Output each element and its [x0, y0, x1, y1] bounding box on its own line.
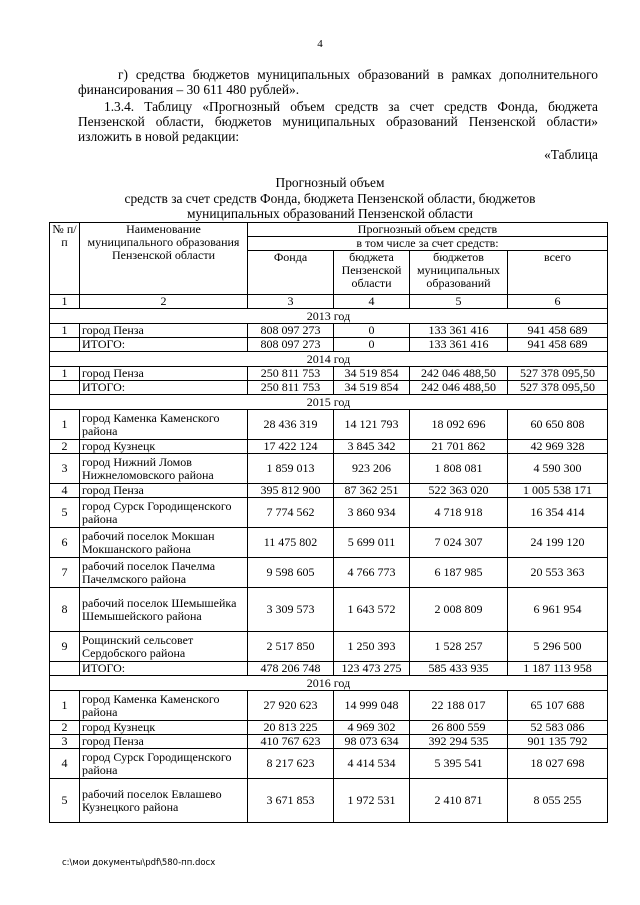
row-number: 4 — [50, 749, 80, 779]
total-amount: 941 458 689 — [508, 338, 608, 352]
fund-amount: 28 436 319 — [248, 410, 334, 440]
row-number: 2 — [50, 440, 80, 454]
col-number: 1 — [50, 295, 80, 309]
region-amount: 1 643 572 — [334, 588, 410, 632]
table-row — [50, 749, 608, 779]
fund-amount: 9 598 605 — [248, 558, 334, 588]
municipal-amount: 242 046 488,50 — [410, 367, 508, 381]
row-number — [50, 338, 80, 352]
total-amount: 941 458 689 — [508, 324, 608, 338]
row-number: 1 — [50, 691, 80, 721]
municipality-name: город Сурск Городищенского района — [80, 749, 248, 779]
year-label: 2014 год — [50, 352, 608, 367]
table-row — [50, 735, 608, 749]
region-amount: 14 999 048 — [334, 691, 410, 721]
fund-amount: 1 859 013 — [248, 454, 334, 484]
municipal-amount: 2 410 871 — [410, 779, 508, 823]
col-number: 4 — [334, 295, 410, 309]
row-number: 6 — [50, 528, 80, 558]
header-municipal: бюджетов муниципальных образований — [410, 251, 508, 295]
municipal-amount: 1 528 257 — [410, 632, 508, 662]
row-number: 1 — [50, 410, 80, 440]
region-amount: 123 473 275 — [334, 662, 410, 676]
year-row — [50, 676, 608, 691]
row-number: 8 — [50, 588, 80, 632]
total-amount: 1 005 538 171 — [508, 484, 608, 498]
col-number: 6 — [508, 295, 608, 309]
region-amount: 34 519 854 — [334, 381, 410, 395]
fund-amount: 808 097 273 — [248, 324, 334, 338]
total-amount: 52 583 086 — [508, 721, 608, 735]
municipal-amount: 133 361 416 — [410, 324, 508, 338]
row-number: 3 — [50, 735, 80, 749]
fund-amount: 3 309 573 — [248, 588, 334, 632]
table-row — [50, 721, 608, 735]
table-row — [50, 498, 608, 528]
municipality-name: рабочий поселок Мокшан Мокшанского района — [80, 528, 248, 558]
table-row — [50, 632, 608, 662]
region-amount: 923 206 — [334, 454, 410, 484]
file-path-footer: c:\мои документы\pdf\580-пп.docx — [62, 858, 216, 868]
municipality-name: рабочий поселок Евлашево Кузнецкого района — [80, 779, 248, 823]
year-label: 2013 год — [50, 309, 608, 324]
municipal-amount: 21 701 862 — [410, 440, 508, 454]
total-amount: 16 354 414 — [508, 498, 608, 528]
total-amount: 42 969 328 — [508, 440, 608, 454]
fund-amount: 410 767 623 — [248, 735, 334, 749]
total-amount: 24 199 120 — [508, 528, 608, 558]
total-amount: 20 553 363 — [508, 558, 608, 588]
municipal-amount: 2 008 809 — [410, 588, 508, 632]
municipality-name: ИТОГО: — [80, 662, 248, 676]
table-label: «Таблица — [544, 147, 598, 162]
row-number: 2 — [50, 721, 80, 735]
total-amount: 8 055 255 — [508, 779, 608, 823]
region-amount: 1 972 531 — [334, 779, 410, 823]
table-row — [50, 528, 608, 558]
municipal-amount: 133 361 416 — [410, 338, 508, 352]
total-amount: 527 378 095,50 — [508, 381, 608, 395]
region-amount: 87 362 251 — [334, 484, 410, 498]
region-amount: 5 699 011 — [334, 528, 410, 558]
table-row — [50, 324, 608, 338]
total-amount: 6 961 954 — [508, 588, 608, 632]
table-title — [60, 175, 600, 222]
table-row — [50, 558, 608, 588]
fund-amount: 7 774 562 — [248, 498, 334, 528]
municipality-name: город Пенза — [80, 484, 248, 498]
table-row — [50, 588, 608, 632]
municipality-name: город Пенза — [80, 324, 248, 338]
fund-amount: 3 671 853 — [248, 779, 334, 823]
header-name: Наименование муниципального образования Пензенской области — [80, 223, 248, 295]
municipality-name: город Каменка Каменского района — [80, 691, 248, 721]
header-total: всего — [508, 251, 608, 295]
total-amount: 60 650 808 — [508, 410, 608, 440]
row-number: 5 — [50, 498, 80, 528]
row-number: 1 — [50, 367, 80, 381]
total-amount: 18 027 698 — [508, 749, 608, 779]
row-number — [50, 381, 80, 395]
table-row — [50, 410, 608, 440]
col-number: 3 — [248, 295, 334, 309]
municipality-name: город Пенза — [80, 735, 248, 749]
total-row — [50, 662, 608, 676]
table-row — [50, 484, 608, 498]
fund-amount: 8 217 623 — [248, 749, 334, 779]
title-line: средств за счет средств Фонда, бюджета Пензенской области, бюджетов — [124, 190, 536, 206]
region-amount: 4 414 534 — [334, 749, 410, 779]
table-row — [50, 779, 608, 823]
total-amount: 5 296 500 — [508, 632, 608, 662]
municipal-amount: 242 046 488,50 — [410, 381, 508, 395]
fund-amount: 250 811 753 — [248, 367, 334, 381]
year-label: 2015 год — [50, 395, 608, 410]
region-amount: 14 121 793 — [334, 410, 410, 440]
fund-amount: 478 206 748 — [248, 662, 334, 676]
region-amount: 4 969 302 — [334, 721, 410, 735]
fund-amount: 808 097 273 — [248, 338, 334, 352]
municipal-amount: 4 718 918 — [410, 498, 508, 528]
municipal-amount: 585 433 935 — [410, 662, 508, 676]
region-amount: 3 845 342 — [334, 440, 410, 454]
municipal-amount: 22 188 017 — [410, 691, 508, 721]
municipality-name: город Нижний Ломов Нижнеломовского района — [80, 454, 248, 484]
municipality-name: город Сурск Городищенского района — [80, 498, 248, 528]
municipality-name: город Пенза — [80, 367, 248, 381]
total-amount: 65 107 688 — [508, 691, 608, 721]
total-amount: 1 187 113 958 — [508, 662, 608, 676]
row-number: 1 — [50, 324, 80, 338]
forecast-table — [49, 222, 608, 823]
table-row — [50, 454, 608, 484]
region-amount: 3 860 934 — [334, 498, 410, 528]
municipal-amount: 522 363 020 — [410, 484, 508, 498]
table-row — [50, 367, 608, 381]
municipal-amount: 6 187 985 — [410, 558, 508, 588]
fund-amount: 250 811 753 — [248, 381, 334, 395]
header-num: № п/п — [50, 223, 80, 295]
fund-amount: 395 812 900 — [248, 484, 334, 498]
paragraph-1-3-4: 1.3.4. Таблицу «Прогнозный объем средств за счет средств Фонда, бюджета Пензенской области, бюджетов муниципальных образований Пензенской области» изложить в новой редакции: — [78, 99, 598, 145]
region-amount: 0 — [334, 324, 410, 338]
page-number: 4 — [317, 38, 323, 50]
total-amount: 527 378 095,50 — [508, 367, 608, 381]
region-amount: 1 250 393 — [334, 632, 410, 662]
total-amount: 901 135 792 — [508, 735, 608, 749]
municipality-name: ИТОГО: — [80, 381, 248, 395]
municipal-amount: 26 800 559 — [410, 721, 508, 735]
row-number: 4 — [50, 484, 80, 498]
fund-amount: 20 813 225 — [248, 721, 334, 735]
row-number: 9 — [50, 632, 80, 662]
municipality-name: рабочий поселок Шемышейка Шемышейского района — [80, 588, 248, 632]
title-line: Прогнозный объем — [275, 175, 385, 190]
fund-amount: 11 475 802 — [248, 528, 334, 558]
municipal-amount: 1 808 081 — [410, 454, 508, 484]
col-number: 2 — [80, 295, 248, 309]
total-amount: 4 590 300 — [508, 454, 608, 484]
year-label: 2016 год — [50, 676, 608, 691]
fund-amount: 2 517 850 — [248, 632, 334, 662]
table-row — [50, 691, 608, 721]
region-amount: 34 519 854 — [334, 367, 410, 381]
region-amount: 0 — [334, 338, 410, 352]
header-including: в том числе за счет средств: — [248, 237, 608, 251]
year-row — [50, 395, 608, 410]
col-number: 5 — [410, 295, 508, 309]
municipality-name: рабочий поселок Пачелма Пачелмского района — [80, 558, 248, 588]
header-fund: Фонда — [248, 251, 334, 295]
row-number: 3 — [50, 454, 80, 484]
fund-amount: 27 920 623 — [248, 691, 334, 721]
municipality-name: город Кузнецк — [80, 721, 248, 735]
total-row — [50, 381, 608, 395]
year-row — [50, 309, 608, 324]
title-line: муниципальных образований Пензенской области — [187, 206, 473, 221]
table-row — [50, 440, 608, 454]
year-row — [50, 352, 608, 367]
municipal-amount: 7 024 307 — [410, 528, 508, 558]
row-number — [50, 662, 80, 676]
header-region: бюджета Пензенской области — [334, 251, 410, 295]
fund-amount: 17 422 124 — [248, 440, 334, 454]
municipality-name: город Каменка Каменского района — [80, 410, 248, 440]
header-forecast: Прогнозный объем средств — [248, 223, 608, 237]
municipality-name: ИТОГО: — [80, 338, 248, 352]
paragraph-g: г) средства бюджетов муниципальных образований в рамках дополнительного финансирования – 30 611 480 рублей». — [78, 67, 598, 98]
municipal-amount: 5 395 541 — [410, 749, 508, 779]
row-number: 5 — [50, 779, 80, 823]
region-amount: 4 766 773 — [334, 558, 410, 588]
municipality-name: город Кузнецк — [80, 440, 248, 454]
municipality-name: Рощинский сельсовет Сердобского района — [80, 632, 248, 662]
row-number: 7 — [50, 558, 80, 588]
total-row — [50, 338, 608, 352]
municipal-amount: 392 294 535 — [410, 735, 508, 749]
municipal-amount: 18 092 696 — [410, 410, 508, 440]
region-amount: 98 073 634 — [334, 735, 410, 749]
